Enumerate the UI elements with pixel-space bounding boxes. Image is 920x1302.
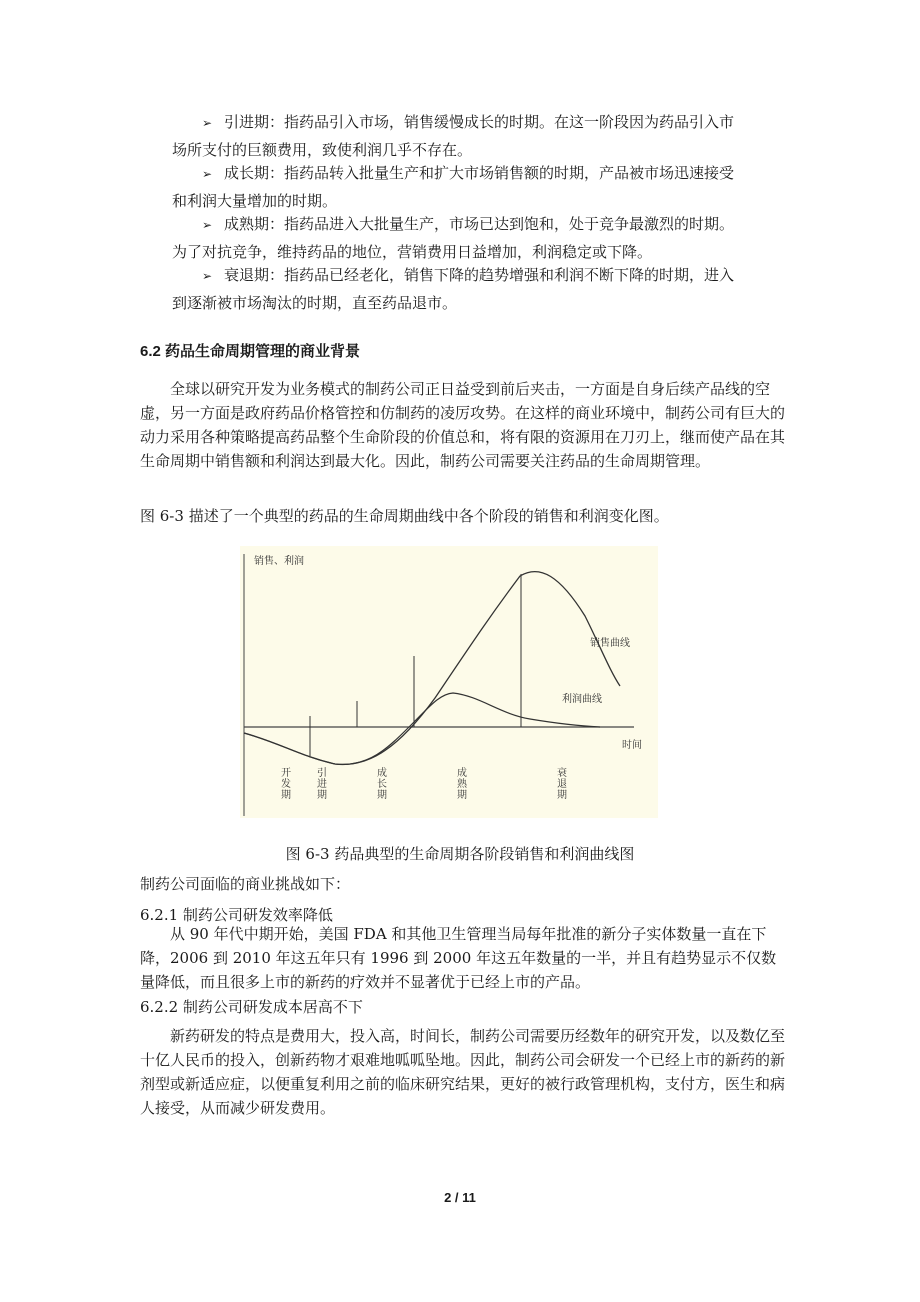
chart-ylabel: 销售、利润 xyxy=(254,556,304,567)
stage-label: 开发期 xyxy=(281,768,291,801)
profit-curve xyxy=(244,693,600,764)
bullet-line xyxy=(172,160,792,188)
stage-label: 成长期 xyxy=(377,768,387,801)
section-paragraph xyxy=(140,377,788,473)
challenges-intro: 制药公司面临的商业挑战如下： xyxy=(140,875,351,893)
bullet-introduction xyxy=(172,109,792,164)
arrow-bullet-icon: ➢ xyxy=(202,269,213,283)
bullet-maturity xyxy=(172,211,792,266)
bullet-sep: ： xyxy=(269,113,285,131)
stage-label: 衰退期 xyxy=(557,768,567,801)
subsection-1-title: 6.2.1 制药公司研发效率降低 xyxy=(140,906,333,924)
bullet-line xyxy=(172,211,792,239)
arrow-bullet-icon: ➢ xyxy=(202,116,213,130)
subsection-1-body: 从 90 年代中期开始，美国 FDA 和其他卫生管理当局每年批准的新分子实体数量一直在下降，2006 到 2010 年这五年只有 1996 到 2000 年这五年数量的一半，并且有趋势显示不仅数量降低，而且很多上市的新药的疗效并不显著优于已经上市的产品。 xyxy=(140,925,777,991)
bullet-line xyxy=(172,262,792,290)
bullet-text: 指药品进入大批量生产，市场已达到饱和，处于竞争最激烈的时期。 xyxy=(284,215,735,233)
bullet-sep: ： xyxy=(269,266,285,284)
lifecycle-chart xyxy=(240,546,658,818)
bullet-line xyxy=(172,109,792,137)
bullet-line2: 场所支付的巨额费用，致使利润几乎不存在。 xyxy=(172,141,473,159)
subsection-2-title: 6.2.2 制药公司研发成本居高不下 xyxy=(140,998,363,1016)
bullet-term: 衰退期 xyxy=(224,266,270,284)
section-heading: 6.2 药品生命周期管理的商业背景 xyxy=(140,343,361,360)
stage-label: 成熟期 xyxy=(457,768,467,801)
bullet-sep: ： xyxy=(269,164,285,182)
bullet-text: 指药品引入市场，销售缓慢成长的时期。在这一阶段因为药品引入市 xyxy=(284,113,735,131)
bullet-term: 成长期 xyxy=(224,164,270,182)
subsection-2-body: 新药研发的特点是费用大，投入高，时间长，制药公司需要历经数年的研究开发，以及数亿至十亿人民币的投入，创新药物才艰难地呱呱坠地。因此，制药公司会研发一个已经上市的新药的新剂型或新适应症，以便重复利用之前的临床研究结果，更好的被行政管理机构，支付方，医生和病人接受，从而减少研发费用。 xyxy=(140,1027,786,1117)
page-footer: 2 / 11 xyxy=(444,1190,476,1205)
bullet-text: 指药品已经老化，销售下降的趋势增强和利润不断下降的时期，进入 xyxy=(284,266,735,284)
section-paragraph-text: 全球以研究开发为业务模式的制药公司正日益受到前后夹击，一方面是自身后续产品线的空虚，另一方面是政府药品价格管控和仿制药的凌厉攻势。在这样的商业环境中，制药公司有巨大的动力采用各种策略提高药品整个生命阶段的价值总和，将有限的资源用在刀刃上，继而使产品在其生命周期中销售额和利润达到最大化。因此，制药公司需要关注药品的生命周期管理。 xyxy=(140,380,786,470)
series-label-sales: 销售曲线 xyxy=(590,638,630,649)
bullet-text: 指药品转入批量生产和扩大市场销售额的时期，产品被市场迅速接受 xyxy=(284,164,735,182)
sales-curve xyxy=(244,572,620,765)
figure-intro: 图 6-3 描述了一个典型的药品的生命周期曲线中各个阶段的销售和利润变化图。 xyxy=(140,507,669,525)
arrow-bullet-icon: ➢ xyxy=(202,218,213,232)
arrow-bullet-icon: ➢ xyxy=(202,167,213,181)
subsection-1-text xyxy=(140,922,788,994)
bullet-sep: ： xyxy=(269,215,285,233)
subsection-2-text xyxy=(140,1024,788,1120)
series-label-profit: 利润曲线 xyxy=(562,694,602,705)
bullet-decline xyxy=(172,262,792,317)
bullet-line2: 为了对抗竞争，维持药品的地位，营销费用日益增加，利润稳定或下降。 xyxy=(172,243,653,261)
bullet-term: 成熟期 xyxy=(224,215,270,233)
stage-labels xyxy=(281,766,567,801)
chart-xlabel: 时间 xyxy=(622,740,642,751)
bullet-term: 引进期 xyxy=(224,113,270,131)
figure-caption: 图 6-3 药品典型的生命周期各阶段销售和利润曲线图 xyxy=(285,845,635,863)
bullet-line2: 到逐渐被市场淘汰的时期，直至药品退市。 xyxy=(172,294,458,312)
bullet-growth xyxy=(172,160,792,215)
bullet-line2: 和利润大量增加的时期。 xyxy=(172,192,338,210)
stage-label: 引进期 xyxy=(317,768,327,801)
